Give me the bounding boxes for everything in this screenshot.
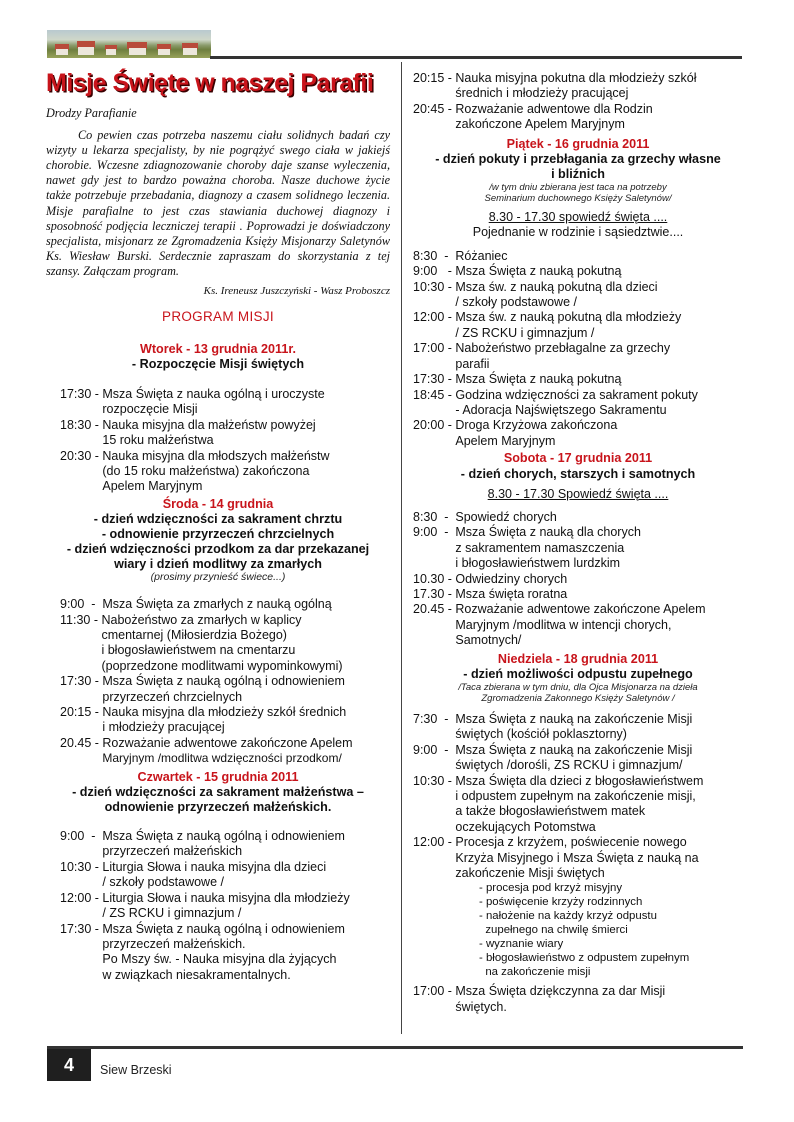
column-divider [401,62,402,1034]
program-title: PROGRAM MISJI [162,309,274,325]
day-note: Seminarium duchownego Księży Saletynów/ [484,193,672,205]
reconciliation-note: Pojednanie w rodzinie i sąsiedztwie.... [472,225,684,240]
time: 11:30 - [60,612,102,627]
right-column [413,71,743,1015]
time: 17:30 - [60,674,103,689]
time: 17:00 - [413,341,456,356]
time: 8:30 - [413,509,456,524]
desc-cont: średnich i młodzieży pracującej [455,86,629,101]
desc: Różaniec [455,248,508,263]
time: 9:00 - [413,525,456,540]
time: 9:00 - [60,829,103,844]
desc-cont: / szkoły podstawowe / [102,875,224,890]
desc-cont: zakończenie Misji świętych [455,866,605,881]
time: 9:00 - [413,742,456,757]
schedule-item [413,712,743,743]
time: 17:00 - [413,984,456,999]
schedule-item [60,922,390,984]
desc: Msza Święta z nauką pokutną [455,264,622,279]
procession-item: - wyznanie wiary [479,938,564,951]
schedule-item [60,449,390,495]
schedule-item [413,71,743,102]
magazine-name: Siew Brzeski [100,1063,172,1077]
greeting: Drodzy Parafianie [46,106,137,120]
time: 12:00 - [413,310,456,325]
desc-cont: 15 roku małżeństwa [102,433,214,448]
confession-hours: 8.30 - 17.30 Spowiedź święta .... [487,486,669,501]
desc: Nauka misyjna dla młodzieży szkół średnich [102,705,347,720]
time: 20:30 - [60,448,103,463]
desc-cont: Maryjnym /modlitwa w intencji chorych, [455,617,672,632]
day-theme: - dzień chorych, starszych i samotnych [460,466,696,481]
desc-cont: i odpustem zupełnym na zakończenie misji, [455,789,696,804]
schedule-item [60,418,390,449]
schedule-friday [413,249,743,449]
schedule-item [413,984,743,1015]
desc-cont: przyrzeczeń chrzcielnych [102,689,243,704]
day-heading-thursday: Czwartek - 15 grudnia 2011 [137,769,299,784]
time: 17:30 - [60,921,103,936]
desc: Msza święta roratna [455,586,568,601]
schedule-item [413,835,743,881]
intro-body: Co pewien czas potrzeba naszemu ciału solidnych badań czy wizyty u lekarza specjalisty, by nie pogrążyć swego ciała w jakiejś chorobie. Wczesne zdiagnozowanie choroby daje szanse wyleczenia, nawet gdy jest to bardzo poważna choroba. Nasze duchowe życie także potrzebuje przebadania, diagnozy a czasem solidnego leczenia. Misje parafialne to jest czas stawiania duchowej diagnozy i sposobność podjęcia leczniczej terapii . Poprowadzi je doświadczony specjalista, misjonarz ze Zgromadzenia Księży Misjonarzy Saletynów Ks. Wiesław Burski. Serdecznie zapraszam do skorzystania z tej szansy. Załączam program. [46,128,390,278]
schedule-item [413,264,743,279]
procession-item: - poświęcenie krzyży rodzinnych [479,896,643,909]
schedule-saturday [413,510,743,649]
confession-hours: 8.30 - 17.30 spowiedź święta .... [488,210,668,225]
day-theme: - dzień możliwości odpustu zupełnego [463,667,693,681]
desc-cont: parafii [455,356,490,371]
schedule-item [413,525,743,571]
procession-item: zupełnego na chwilę śmierci [479,924,628,937]
day-theme: - odnowienie przyrzeczeń chrzcielnych [101,527,335,542]
day-heading-tuesday: Wtorek - 13 grudnia 2011r. [139,341,297,356]
schedule-item [413,372,743,387]
schedule-item [413,102,743,133]
time: 10:30 - [413,279,456,294]
desc-cont: z sakramentem namaszczenia [455,540,625,555]
time: 9:00 - [413,264,456,279]
header-banner-image [47,30,211,58]
schedule-item [60,674,390,705]
page-number: 4 [47,1049,91,1081]
desc-cont: rozpoczęcie Misji [102,402,198,417]
day-theme: odnowienie przyrzeczeń małżeńskich. [104,800,332,815]
day-heading-wednesday: Środa - 14 grudnia [162,496,274,511]
desc: Procesja z krzyżem, poświecenie nowego [455,835,687,850]
schedule-item [60,736,390,767]
desc: Msza Święta z nauką ogólną i odnowieniem [102,674,345,689]
desc: Rozważanie adwentowe zakończone Apelem [455,602,706,617]
time: 18:45 - [413,387,456,402]
schedule-item [60,387,390,418]
procession-item: - nałożenie na każdy krzyż odpustu [479,910,657,923]
desc-cont: świętych. [455,999,507,1014]
schedule-item [60,613,390,675]
time: 17:30 - [413,372,456,387]
schedule-thursday-cont [413,71,743,133]
schedule-item [413,249,743,264]
day-note: /Taca zbierana w tym dniu, dla Ojca Misjonarza na dzieła [458,682,698,693]
desc-cont: świętych (kościół poklasztorny) [455,727,627,742]
bottom-rule [47,1046,743,1049]
desc: Spowiedź chorych [455,509,557,524]
time: 10:30 - [413,773,456,788]
day-theme: - dzień wdzięczności za sakrament chrztu [93,512,343,527]
schedule-item [60,891,390,922]
schedule-item [60,829,390,860]
desc: Godzina wdzięczności za sakrament pokuty [455,387,698,402]
schedule-item [413,418,743,449]
intro-letter [46,106,390,299]
desc: Nauka misyjna pokutna dla młodzieży szkół [455,71,697,85]
desc-cont: zakończone Apelem Maryjnym [455,117,625,132]
schedule-wednesday [46,597,390,766]
desc-cont: i błogosławieństwem na cmentarzu [101,643,296,658]
desc: Nabożeństwo za zmarłych w kaplicy [101,612,302,627]
article-title: Misje Święte w naszej Parafii [46,69,374,97]
desc: Msza Święta dziękczynna za dar Misji [455,984,666,999]
desc-cont: Samotnych/ [455,633,522,648]
day-theme: wiary i dzień modlitwy za zmarłych [114,557,322,572]
schedule-item [413,587,743,602]
time: 20:45 - [413,101,456,116]
schedule-item [60,705,390,736]
desc: Msza Święta z nauką na zakończenie Misji [455,712,693,726]
desc: Rozważanie adwentowe dla Rodzin [455,101,653,116]
top-rule [210,56,742,59]
schedule-item [413,280,743,311]
day-theme: - dzień wdzięczności przodkom za dar przekazanej [66,542,370,557]
left-column [46,68,390,983]
desc: Msza Święta z nauka ogólną i uroczyste [102,386,325,401]
day-theme: - dzień pokuty i przebłagania za grzechy własne [435,152,721,167]
time: 20.45 - [60,735,103,750]
schedule-tuesday [46,387,390,495]
desc-cont: przyrzeczeń małżeńskich. [102,936,246,951]
time: 10:30 - [60,859,103,874]
day-note: /w tym dniu zbierana jest taca na potrzeby [489,182,667,194]
desc: Nabożeństwo przebłagalne za grzechy [455,341,671,356]
desc: Msza Święta z nauką pokutną [455,372,622,387]
desc: Droga Krzyżowa zakończona [455,418,618,433]
desc-cont: / szkoły podstawowe / [455,295,577,310]
time: 20:15 - [413,71,456,85]
desc: Liturgia Słowa i nauka misyjna dla młodzieży [102,890,350,905]
schedule-item [413,310,743,341]
schedule-item [60,860,390,891]
desc-cont: Apelem Maryjnym [455,433,556,448]
desc-cont: i błogosławieństwem lurdzkim [455,556,621,571]
desc-cont: w związkach niesakramentalnych. [102,967,291,982]
desc-cont: - Adoracja Najświętszego Sakramentu [455,402,667,417]
time: 12:00 - [60,890,103,905]
schedule-item [413,341,743,372]
desc-cont: Krzyża Misyjnego i Msza Święta z nauką na [455,850,699,865]
day-heading-saturday: Sobota - 17 grudnia 2011 [503,451,653,466]
desc: Odwiedziny chorych [455,571,568,586]
desc-cont: / ZS RCKU i gimnazjum / [455,325,595,340]
desc-cont: (poprzedzone modlitwami wypominkowymi) [101,658,343,673]
desc: Nauka misyjna dla młodszych małżeństw [102,448,330,463]
desc: Rozważanie adwentowe zakończone Apelem [102,735,353,750]
desc-cont: / ZS RCKU i gimnazjum / [102,906,242,921]
desc-cont: Apelem Maryjnym [102,479,203,494]
day-note: Zgromadzenia Zakonnego Księży Saletynów / [481,693,675,704]
schedule-item [413,510,743,525]
procession-list [413,881,743,979]
desc: Msza Święta z nauką na zakończenie Misji [455,742,693,757]
desc: Liturgia Słowa i nauka misyjna dla dzieci [102,859,327,874]
desc: Msza św. z nauką pokutną dla młodzieży [455,310,682,325]
day-theme: - Rozpoczęcie Misji świętych [131,356,305,371]
time: 20:00 - [413,418,456,433]
time: 20.45 - [413,602,456,617]
day-heading-sunday: Niedziela - 18 grudnia 2011 [497,651,659,666]
time: 12:00 - [413,835,456,850]
desc: Msza św. z nauką pokutną dla dzieci [455,279,658,294]
schedule-item [413,602,743,648]
schedule-thursday [46,829,390,983]
schedule-item [413,743,743,774]
desc-cont: cmentarnej (Miłosierdzia Bożego) [101,628,287,642]
desc: Nauka misyjna dla małżeństw powyżej [102,417,316,432]
time: 8:30 - [413,248,456,263]
desc-cont: przyrzeczeń małżeńskich [102,844,243,859]
time: 17:30 - [60,386,103,401]
desc-cont: (do 15 roku małżeństwa) zakończona [102,463,310,478]
desc: Msza Święta dla dzieci z błogosławieństwem [455,773,704,788]
desc-cont: a także błogosławieństwem matek [455,804,646,819]
schedule-item [413,774,743,836]
desc: Msza Święta z nauką ogólną i odnowieniem [102,921,345,936]
desc-cont: i młodzieży pracującej [102,720,225,735]
desc-cont: Maryjnym /modlitwa wdzięczności przodkom/ [102,751,342,766]
procession-item: - błogosławieństwo z odpustem zupełnym [479,952,690,965]
day-theme: i bliźnich [551,167,605,182]
procession-item: - procesja pod krzyż misyjny [479,882,623,895]
day-note: (prosimy przynieść świece...) [150,571,286,584]
desc-cont: Po Mszy św. - Nauka misyjna dla żyjących [102,952,337,967]
desc-cont: oczekujących Potomstwa [455,819,596,834]
time: 7:30 - [413,712,456,726]
desc: Msza Święta z nauką ogólną i odnowieniem [102,829,345,844]
time: 17.30 - [413,586,456,601]
time: 20:15 - [60,705,103,720]
schedule-item [60,597,390,612]
time: 18:30 - [60,417,103,432]
desc-cont: świętych /dorośli, ZS RCKU i gimnazjum/ [455,758,683,773]
day-theme: - dzień wdzięczności za sakrament małżeństwa – [72,785,364,800]
desc: Msza Święta z nauką dla chorych [455,525,641,540]
signature: Ks. Ireneusz Juszczyński - Wasz Proboszcz [203,285,390,298]
schedule-item [413,572,743,587]
time: 10.30 - [413,571,456,586]
time: 9:00 - [60,597,103,612]
schedule-item [413,388,743,419]
desc: Msza Święta za zmarłych z nauką ogólną [102,597,332,612]
day-heading-friday: Piątek - 16 grudnia 2011 [506,136,650,151]
schedule-sunday [413,712,743,1015]
procession-item: na zakończenie misji [479,966,591,979]
